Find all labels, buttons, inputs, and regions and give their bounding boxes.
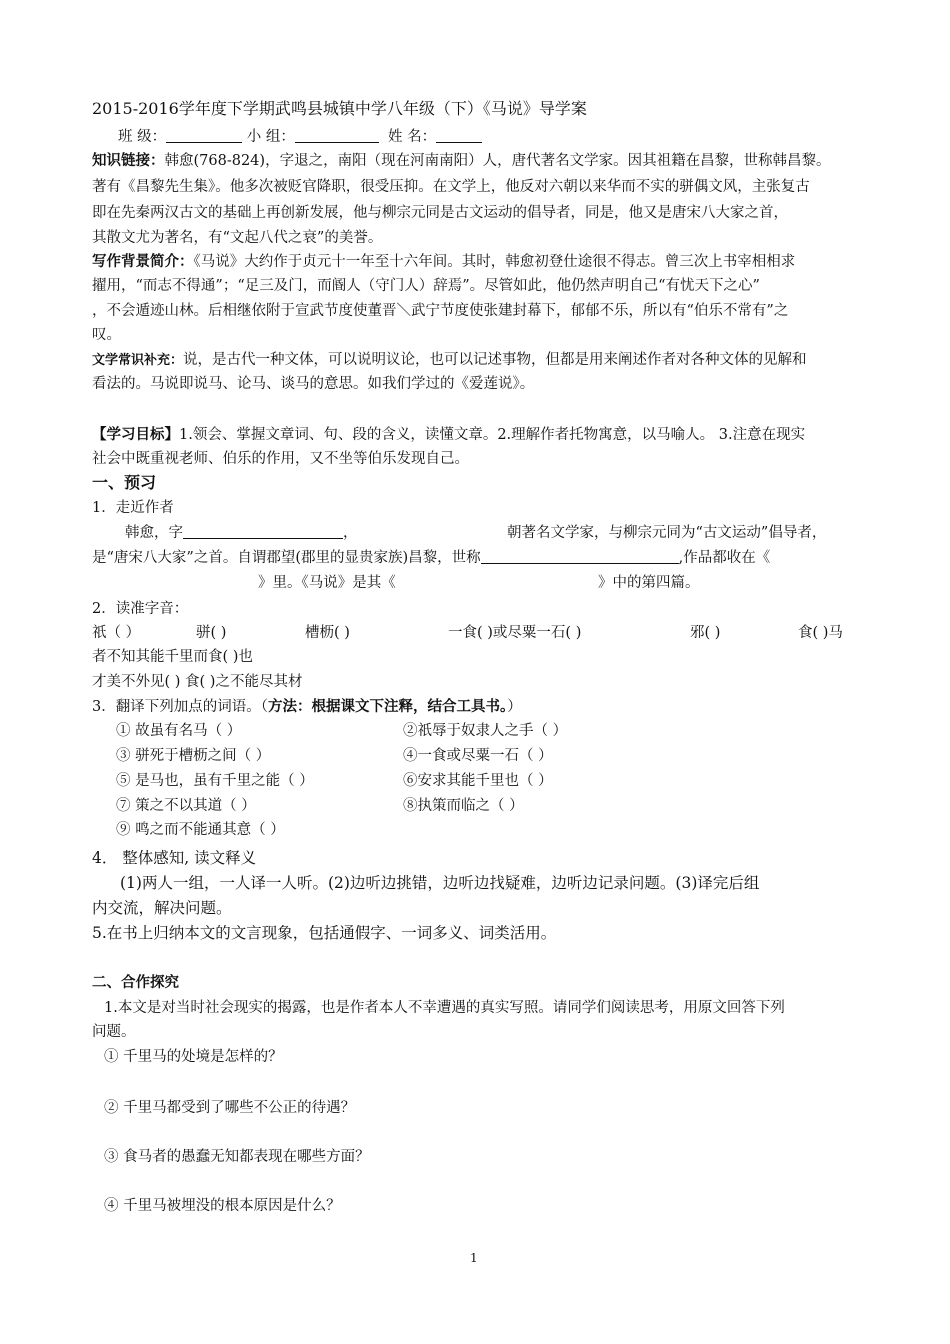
- q2-row-2: 者不知其能千里而食( )也: [92, 649, 253, 665]
- q1-title: 1．走近作者: [92, 500, 174, 516]
- supplement-label: 文学常识补充：: [92, 353, 184, 368]
- q4-line-1: (1)两人一组，一人译一人听。(2)边听边挑错，边听边找疑难，边听边记录问题。(3)译完后组: [120, 874, 760, 892]
- background-line-4: 叹。: [92, 327, 121, 343]
- page-title: 2015-2016学年度下学期武鸣县城镇中学八年级（下）《马说》导学案: [92, 99, 587, 118]
- q2-item-3: 槽枥( ): [305, 625, 350, 641]
- q1-line-2: 是“唐宋八大家”之首。自谓郡望(郡里的显贵家族)昌黎，世称 ,作品都收在《: [92, 550, 771, 566]
- q2-item-4: 一食( )或尽粟一石( ): [448, 625, 582, 641]
- group-label: 小 组：: [246, 129, 295, 145]
- knowledge-line-1: 知识链接：韩愈(768-824)，字退之，南阳（现在河南南阳）人，唐代著名文学家。因其祖籍在昌黎，世称韩昌黎。: [92, 152, 831, 169]
- q3-title: 3．翻译下列加点的词语。（方法：根据课文下注释，结合工具书。）: [92, 698, 522, 715]
- student-info-line: [118, 126, 482, 148]
- sec2-question-1: ① 千里马的处境是怎样的？: [104, 1049, 283, 1065]
- q3-item-1: ① 故虽有名马（ ）: [116, 723, 242, 739]
- q5-line: 5.在书上归纳本文的文言现象，包括通假字、一词多义、词类活用。: [92, 924, 557, 942]
- page-number: 1: [470, 1251, 478, 1265]
- sec2-intro-line-1: 1.本文是对当时社会现实的揭露，也是作者本人不幸遭遇的真实写照。请同学们阅读思考，用原文回答下列: [104, 1000, 785, 1016]
- q2-item-1: 祇（ ）: [92, 625, 141, 641]
- q3-item-2: ②祇辱于奴隶人之手（ ）: [403, 723, 568, 739]
- q1-line-3: 》里。《马说》是其《: [258, 575, 396, 591]
- q2-title: 2．读准字音：: [92, 601, 189, 617]
- q2-row-3: 才美不外见( ) 食( )之不能尽其材: [92, 674, 303, 690]
- supplement-line-1: 文学常识补充：说，是古代一种文体，可以说明议论，也可以记述事物，但都是用来阐述作者对各种文体的见解和: [92, 352, 807, 368]
- section-1-heading: 一、预习: [92, 473, 157, 492]
- class-label: 班 级：: [118, 129, 167, 145]
- q3-item-3: ③ 骈死于槽枥之间（ ）: [116, 748, 271, 764]
- sec2-question-3: ③ 食马者的愚蠢无知都表现在哪些方面？: [104, 1149, 370, 1165]
- q1-line-1: 韩愈，字 ，: [125, 525, 358, 541]
- q2-item-5: 邪( ): [690, 625, 721, 641]
- goals-line-2: 社会中既重视老师、伯乐的作用，又不坐等伯乐发现自己。: [92, 451, 469, 467]
- background-label: 写作背景简介：: [92, 253, 194, 270]
- author-courtesy-name-blank[interactable]: [183, 523, 343, 539]
- q1-line-1-right: 朝著名文学家，与柳宗元同为“古文运动”倡导者，: [507, 525, 827, 541]
- q3-item-8: ⑧执策而临之（ ）: [403, 798, 524, 814]
- group-blank[interactable]: [295, 127, 379, 143]
- q3-item-9: ⑨ 鸣之而不能通其意（ ）: [116, 822, 285, 838]
- q4-title: 4． 整体感知, 读文释义: [92, 849, 257, 867]
- background-line-3: ，不会遁迹山林。后相继依附于宣武节度使董晋＼武宁节度使张建封幕下，郁郁不乐，所以有“伯乐不常有”之: [92, 303, 789, 319]
- q2-item-2: 骈( ): [196, 625, 227, 641]
- q4-line-2: 内交流，解决问题。: [92, 899, 232, 917]
- sec2-question-2: ② 千里马都受到了哪些不公正的待遇？: [104, 1100, 356, 1116]
- knowledge-label: 知识链接：: [92, 152, 165, 169]
- background-line-2: 擢用，“而志不得通”；“足三及门，而阍人（守门人）辞焉”。尽管如此，他仍然声明自己“有忧天下之心”: [92, 278, 760, 294]
- name-blank[interactable]: [436, 127, 482, 143]
- supplement-line-2: 看法的。马说即说马、论马、谈马的意思。如我们学过的《爱莲说》。: [92, 376, 535, 392]
- knowledge-line-4: 其散文尤为著名，有“文起八代之衰”的美誉。: [92, 230, 383, 246]
- name-label: 姓 名：: [388, 129, 437, 145]
- q2-item-6: 食( )马: [798, 625, 843, 641]
- sec2-question-4: ④ 千里马被埋没的根本原因是什么？: [104, 1198, 341, 1214]
- goals-label: 【学习目标】: [92, 426, 179, 443]
- knowledge-line-2: 著有《昌黎先生集》。他多次被贬官降职，很受压抑。在文学上，他反对六朝以来华而不实的骈偶文风，主张复古: [92, 179, 810, 195]
- sec2-intro-line-2: 问题。: [92, 1024, 136, 1040]
- class-blank[interactable]: [166, 127, 242, 143]
- background-line-1: 写作背景简介：《马说》大约作于贞元十一年至十六年间。其时，韩愈初登仕途很不得志。曾三次上书宰相相求: [92, 253, 796, 270]
- q3-method: 方法：根据课文下注释，结合工具书。: [267, 698, 508, 715]
- q3-item-7: ⑦ 策之不以其道（ ）: [116, 798, 256, 814]
- q3-item-5: ⑤ 是马也，虽有千里之能（ ）: [116, 773, 314, 789]
- q1-line-3-right: 》中的第四篇。: [598, 575, 700, 591]
- goals-line-1: 【学习目标】1.领会、掌握文章词、句、段的含义，读懂文章。2.理解作者托物寓意，以马喻人。 3.注意在现实: [92, 426, 806, 443]
- section-2-heading: 二、合作探究: [92, 974, 179, 991]
- knowledge-line-3: 即在先秦两汉古文的基础上再创新发展，他与柳宗元同是古文运动的倡导者，同是，他又是唐宋八大家之首，: [92, 205, 788, 221]
- q3-item-4: ④一食或尽粟一石（ ）: [403, 748, 553, 764]
- q3-item-6: ⑥安求其能千里也（ ）: [403, 773, 553, 789]
- author-title-blank[interactable]: [481, 548, 679, 564]
